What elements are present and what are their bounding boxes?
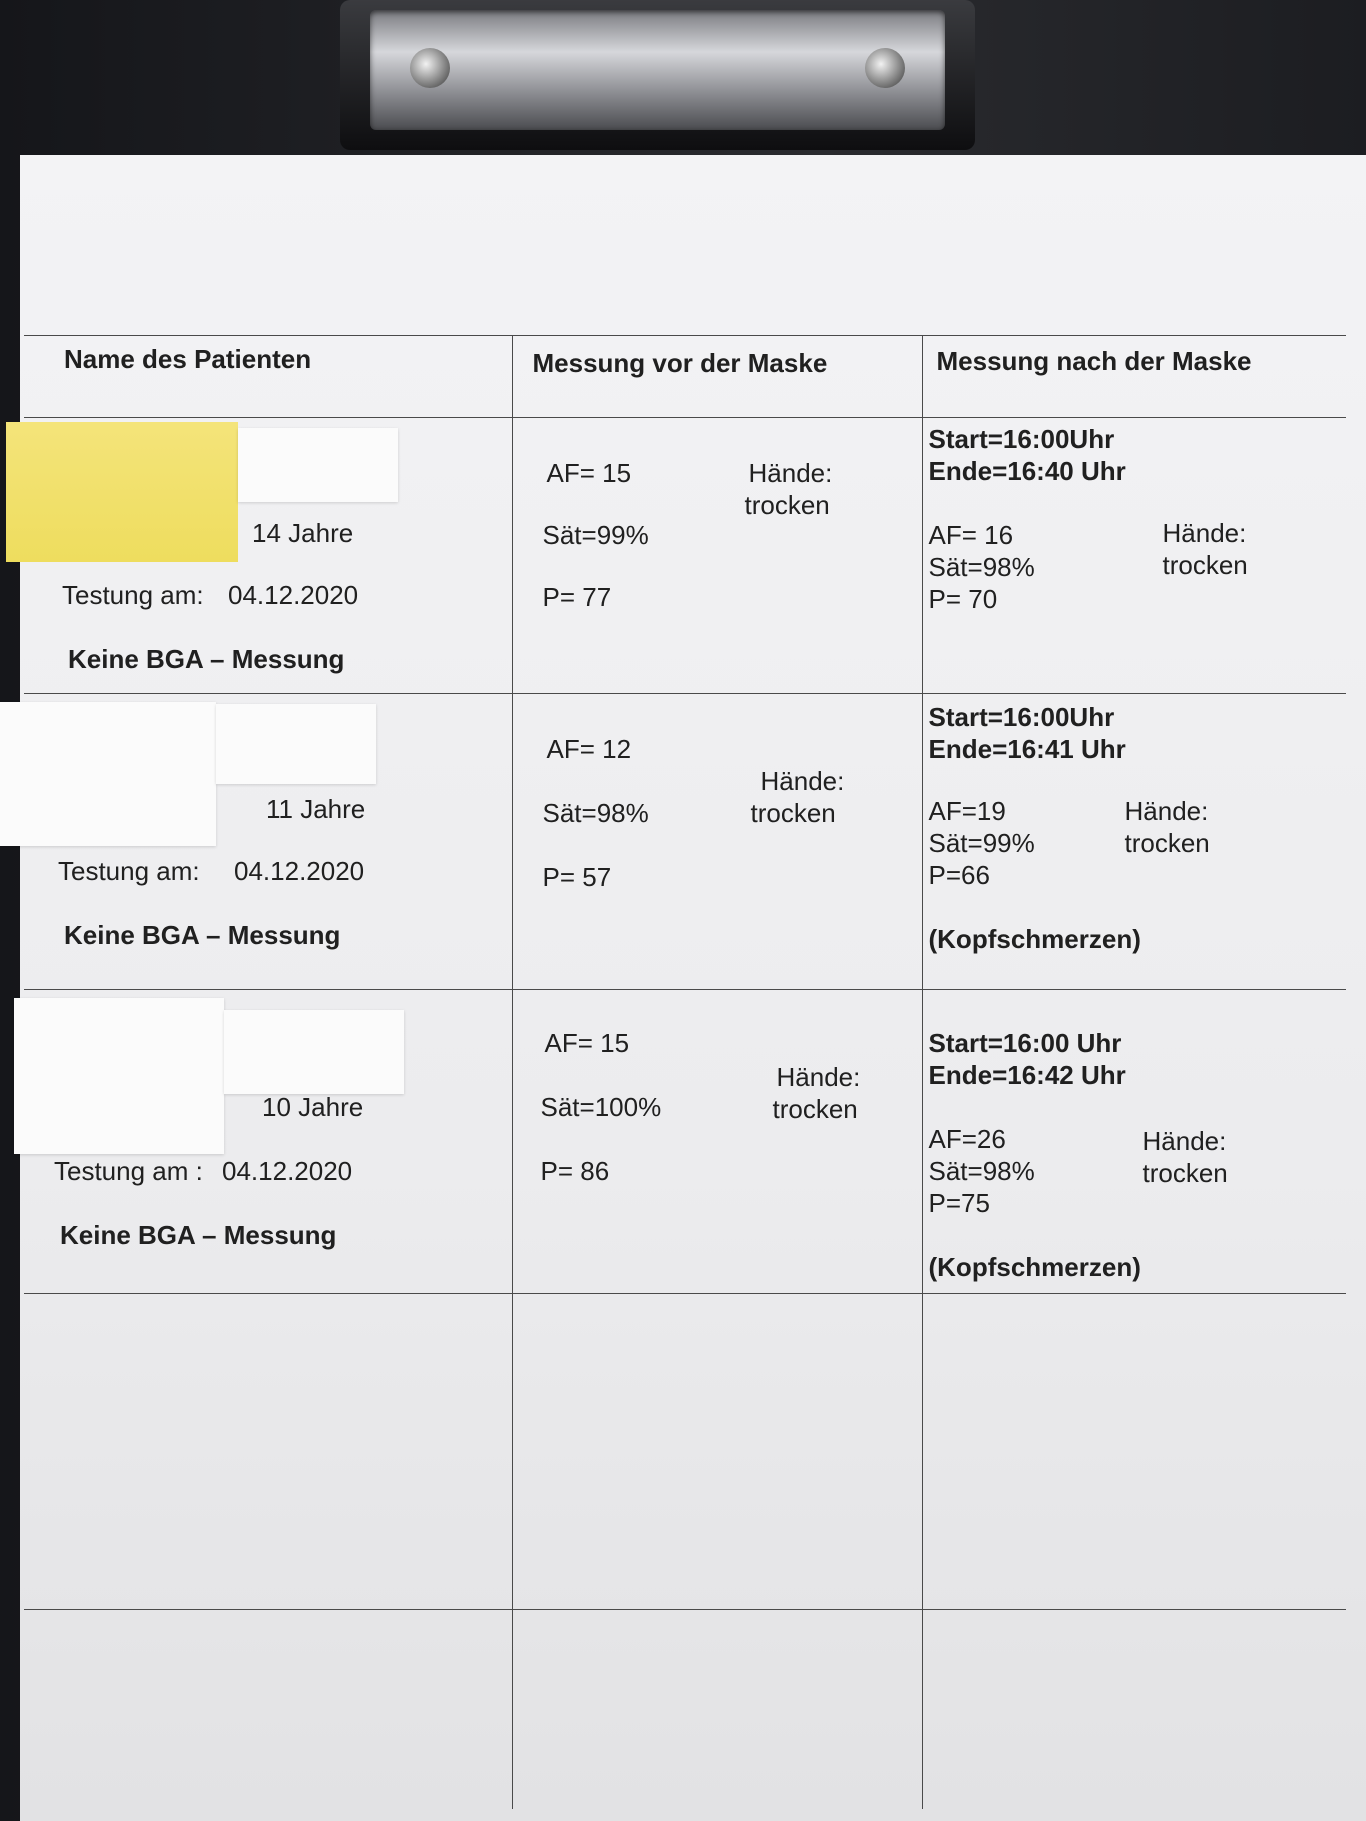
- after-pulse: P=66: [928, 859, 990, 890]
- table-row-empty: [24, 1293, 1346, 1609]
- after-hands-value: trocken: [1124, 827, 1210, 858]
- after-start: Start=16:00Uhr: [928, 423, 1115, 454]
- test-label: Testung am:: [62, 579, 204, 610]
- table-row: [24, 989, 1346, 1293]
- before-mask-cell: [512, 417, 922, 693]
- patient-age: 14 Jahre: [252, 517, 354, 548]
- redaction-sticker: [224, 1010, 404, 1094]
- before-pulse: P= 86: [540, 1155, 610, 1186]
- redaction-sticker: [14, 998, 224, 1154]
- after-mask-cell: [922, 989, 1346, 1293]
- patient-cell-empty: [24, 1609, 512, 1809]
- header-after-label: Messung nach der Maske: [936, 345, 1252, 376]
- redaction-sticker: [0, 702, 216, 846]
- bga-note: Keine BGA – Messung: [64, 919, 341, 950]
- before-af: AF= 12: [546, 733, 632, 764]
- after-af: AF=26: [928, 1123, 1006, 1154]
- header-before-label: Messung vor der Maske: [532, 347, 828, 378]
- after-af: AF=19: [928, 795, 1006, 826]
- before-saturation: Sät=100%: [540, 1091, 662, 1122]
- patient-cell-empty: [24, 1293, 512, 1609]
- table-header-row: [24, 335, 1346, 417]
- before-pulse: P= 77: [542, 581, 612, 612]
- before-hands-label: Hände:: [776, 1061, 861, 1092]
- patient-age: 11 Jahre: [266, 793, 366, 824]
- redaction-sticker: [216, 704, 376, 784]
- after-mask-cell: [922, 693, 1346, 989]
- after-mask-cell: [922, 417, 1346, 693]
- after-end: Ende=16:40 Uhr: [928, 455, 1126, 486]
- redaction-sticker: [238, 428, 398, 502]
- before-saturation: Sät=99%: [542, 519, 649, 550]
- after-hands-label: Hände:: [1142, 1125, 1227, 1156]
- after-mask-cell-empty: [922, 1293, 1346, 1609]
- before-hands-label: Hände:: [760, 765, 845, 796]
- after-end: Ende=16:42 Uhr: [928, 1059, 1126, 1090]
- after-hands-label: Hände:: [1124, 795, 1209, 826]
- measurement-table: [24, 175, 1346, 1809]
- bga-note: Keine BGA – Messung: [60, 1219, 337, 1250]
- after-hands-label: Hände:: [1162, 517, 1247, 548]
- table-row: [24, 693, 1346, 989]
- patient-cell: [24, 989, 512, 1293]
- table-row: [24, 417, 1346, 693]
- test-date: 04.12.2020: [222, 1155, 353, 1186]
- before-hands-value: trocken: [744, 489, 830, 520]
- test-date: 04.12.2020: [234, 855, 365, 886]
- test-date: 04.12.2020: [228, 579, 359, 610]
- header-cell-after: [922, 335, 1346, 417]
- bga-note: Keine BGA – Messung: [68, 643, 345, 674]
- before-mask-cell: [512, 693, 922, 989]
- before-mask-cell: [512, 989, 922, 1293]
- before-pulse: P= 57: [542, 861, 612, 892]
- after-hands-value: trocken: [1142, 1157, 1228, 1188]
- after-pulse: P=75: [928, 1187, 990, 1218]
- before-mask-cell-empty: [512, 1609, 922, 1809]
- patient-age: 10 Jahre: [262, 1091, 364, 1122]
- before-hands-label: Hände:: [748, 457, 833, 488]
- before-hands-value: trocken: [772, 1093, 858, 1124]
- before-saturation: Sät=98%: [542, 797, 649, 828]
- before-hands-value: trocken: [750, 797, 836, 828]
- after-pulse: P= 70: [928, 583, 998, 614]
- clip-rivet-left: [410, 48, 450, 88]
- header-name-label: Name des Patienten: [64, 343, 312, 374]
- after-saturation: Sät=98%: [928, 1155, 1035, 1186]
- header-cell-before: [512, 335, 922, 417]
- header-cell-name: [24, 335, 512, 417]
- clip-plate: [370, 10, 945, 130]
- patient-cell: [24, 417, 512, 693]
- redaction-sticker: [6, 422, 238, 562]
- after-af: AF= 16: [928, 519, 1014, 550]
- after-mask-cell-empty: [922, 1609, 1346, 1809]
- clipboard-clip: [340, 0, 975, 150]
- before-mask-cell-empty: [512, 1293, 922, 1609]
- after-start: Start=16:00Uhr: [928, 701, 1115, 732]
- after-symptom-note: (Kopfschmerzen): [928, 1251, 1141, 1282]
- after-hands-value: trocken: [1162, 549, 1248, 580]
- before-af: AF= 15: [546, 457, 632, 488]
- table-row-empty: [24, 1609, 1346, 1809]
- patient-cell: [24, 693, 512, 989]
- after-saturation: Sät=98%: [928, 551, 1035, 582]
- sheet-margin: [24, 175, 1346, 335]
- after-end: Ende=16:41 Uhr: [928, 733, 1126, 764]
- clip-rivet-right: [865, 48, 905, 88]
- test-label: Testung am:: [58, 855, 200, 886]
- test-label: Testung am :: [54, 1155, 203, 1186]
- before-af: AF= 15: [544, 1027, 630, 1058]
- after-symptom-note: (Kopfschmerzen): [928, 923, 1141, 954]
- after-start: Start=16:00 Uhr: [928, 1027, 1122, 1058]
- after-saturation: Sät=99%: [928, 827, 1035, 858]
